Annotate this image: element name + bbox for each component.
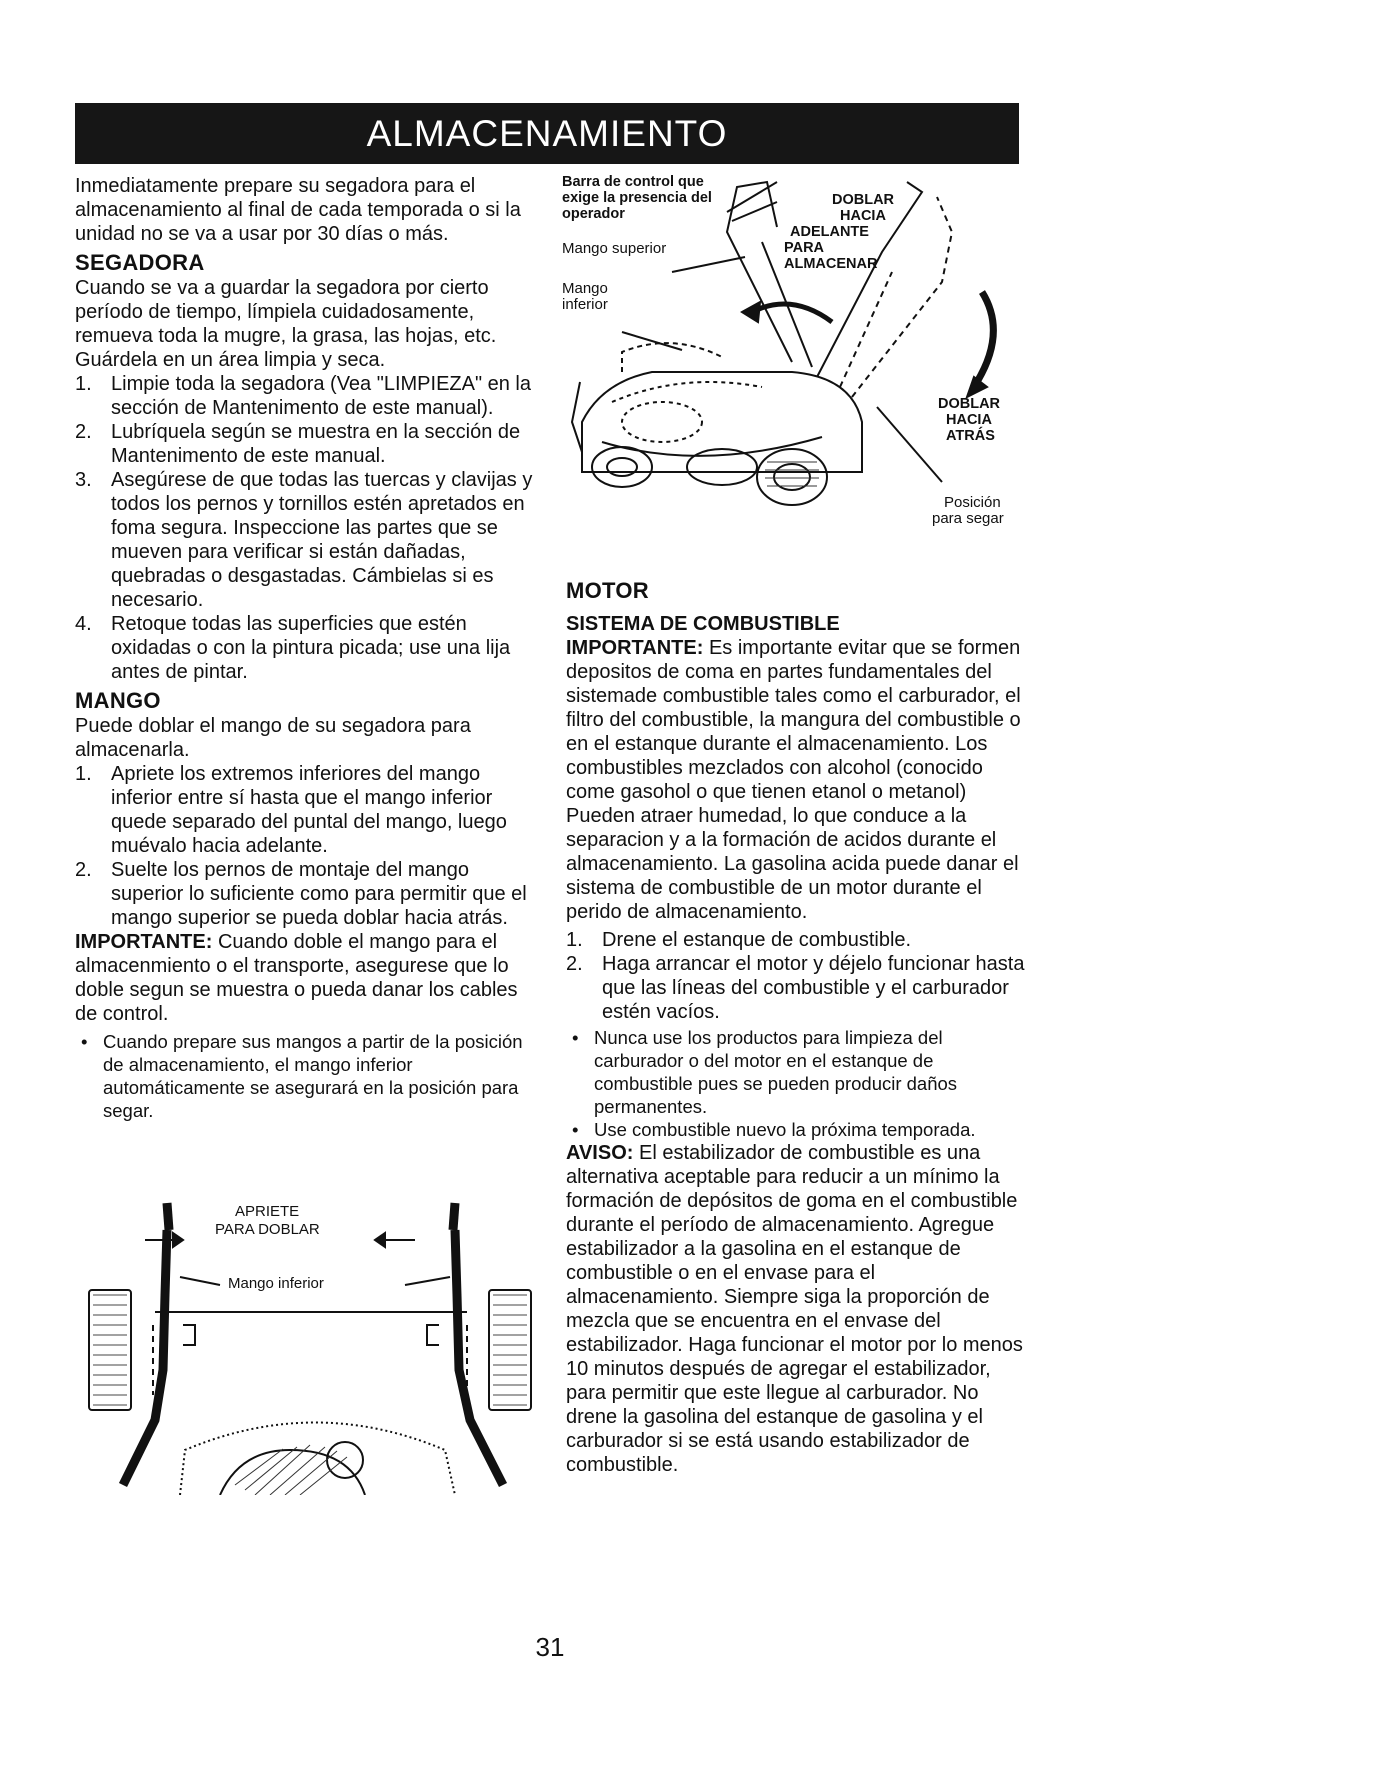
right-column [566, 574, 1028, 1477]
fuel-important-note: IMPORTANTE: Es importante evitar que se formen depositos de coma en partes fundamentales del sistemade combustible tales como el carburador, el filtro del combustible, la mangura del combustible o en el estanque durante el almacenamiento. Los combustibles mezclados con alcohol (conocido come gasohol o que tienen etanol o metanol) Pueden atraer humedad, lo que conduce a la separacion y a la formación de acidos durante el almacenamiento. La gasolina acida puede danar el sistema de combustible de un motor durante el perido de almacenamiento. [566, 637, 1021, 923]
list-item: 2. Suelte los pernos de montaje del mango superior lo suficiente como para permitir que el mango superior se pueda doblar hacia atrás. [75, 859, 527, 929]
lower-handle-label-line2: inferior [562, 296, 608, 313]
fold-back-label-line2: HACIA [946, 412, 992, 428]
control-bar-label-line2: exige la presencia del [562, 190, 712, 206]
page-number: 31 [535, 1632, 565, 1662]
upper-handle-label: Mango superior [562, 240, 667, 257]
mango-paragraph: Puede doblar el mango de su segadora para almacenarla. [75, 715, 471, 761]
list-item: 3. Asegúrese de que todas las tuercas y clavijas y todos los pernos y tornillos estén apretados en foma segura. Inspeccione las partes que se mueven para verificar si están dañadas, quebradas o desgastadas. Cámbielas si es necesario. [75, 469, 533, 611]
handle-squeeze-diagram [75, 1195, 545, 1495]
lower-handle-label-line1: Mango [562, 280, 608, 297]
segadora-paragraph: Cuando se va a guardar la segadora por cierto período de tiempo, límpiela cuidadosamente, remueva toda la mugre, la grasa, las hojas, etc. Guárdela en un área limpia y seca. [75, 277, 497, 371]
left-column [75, 174, 535, 1122]
motor-heading: MOTOR [566, 578, 649, 603]
mow-position-label-line1: Posición [944, 494, 1001, 511]
fold-back-label-line3: ATRÁS [946, 428, 995, 444]
squeeze-label-line2: PARA DOBLAR [215, 1221, 320, 1238]
squeeze-label-line1: APRIETE [235, 1203, 300, 1220]
list-item: 4. Retoque todas las superficies que estén oxidadas o con la pintura picada; use una lija antes de pintar. [75, 613, 511, 683]
fold-forward-label-line5: ALMACENAR [784, 256, 878, 272]
mango-steps [75, 762, 535, 930]
list-item: 2. Haga arrancar el motor y déjelo funcionar hasta que las líneas del combustible y el carburador estén vacíos. [566, 953, 1025, 1023]
fold-forward-label-line2: HACIA [840, 208, 886, 224]
list-item: • Nunca use los productos para limpieza del carburador o del motor en el estanque de combustible pues se pueden producir daños permanentes. [572, 1027, 958, 1117]
intro-paragraph: Inmediatamente prepare su segadora para el almacenamiento al final de cada temporada o si la unidad no se va a usar por 30 días o más. [75, 175, 521, 245]
fuel-notice: AVISO: El estabilizador de combustible es una alternativa aceptable para reducir a un mínimo la formación de depósitos de goma en el combustible durante el período de almacenamiento. Agregue estabilizador a la gasolina en el estanque de combustible o en el envase para el almacenamiento. Siempre siga la proporción de mezcla que se encuentra en el envase del estabilizador. Haga funcionar el motor por lo menos 10 minutos después de agregar el estabilizador, para permitir que este llegue al carburador. No drene la gasolina del estanque de gasolina y el carburador si se está usando estabilizador de combustible. [566, 1142, 1023, 1476]
control-bar-label-line3: operador [562, 206, 625, 222]
list-item: 1. Limpie toda la segadora (Vea "LIMPIEZA" en la sección de Mantenimento de este manual). [75, 373, 531, 419]
control-bar-label-line1: Barra de control que [562, 174, 704, 190]
list-item: 1. Drene el estanque de combustible. [566, 929, 912, 951]
list-item: • Use combustible nuevo la próxima temporada. [572, 1119, 976, 1140]
handle-squeeze-illustration [75, 1195, 545, 1495]
fold-forward-label-line4: PARA [784, 240, 825, 256]
segadora-heading: SEGADORA [75, 250, 205, 275]
list-item: • Cuando prepare sus mangos a partir de la posición de almacenamiento, el mango inferior automáticamente se asegurará en la posición para segar. [81, 1031, 523, 1121]
list-item: 1. Apriete los extremos inferiores del mango inferior entre sí hasta que el mango inferior quede separado del puntal del mango, luego muévalo hacia adelante. [75, 763, 507, 857]
fold-back-label-line1: DOBLAR [938, 396, 1001, 412]
mango-heading: MANGO [75, 688, 161, 713]
handle-folding-diagram [562, 172, 1022, 552]
mango-important-note: IMPORTANTE: Cuando doble el mango para el almacenmiento o el transporte, asegurese que lo doble segun se muestra o pueda danar los cables de control. [75, 931, 518, 1025]
fold-forward-label-line3: ADELANTE [790, 224, 869, 240]
fold-forward-label-line1: DOBLAR [832, 192, 895, 208]
segadora-steps [75, 372, 535, 684]
list-item: 2. Lubríquela según se muestra en la sección de Mantenimento de este manual. [75, 421, 521, 467]
fuel-steps [566, 928, 1028, 1024]
section-title-banner [75, 103, 1019, 164]
mow-position-label-line2: para segar [932, 510, 1004, 527]
section-title: ALMACENAMIENTO [366, 113, 728, 154]
fuel-system-heading: SISTEMA DE COMBUSTIBLE [566, 613, 840, 635]
lower-handle-label: Mango inferior [228, 1275, 324, 1292]
